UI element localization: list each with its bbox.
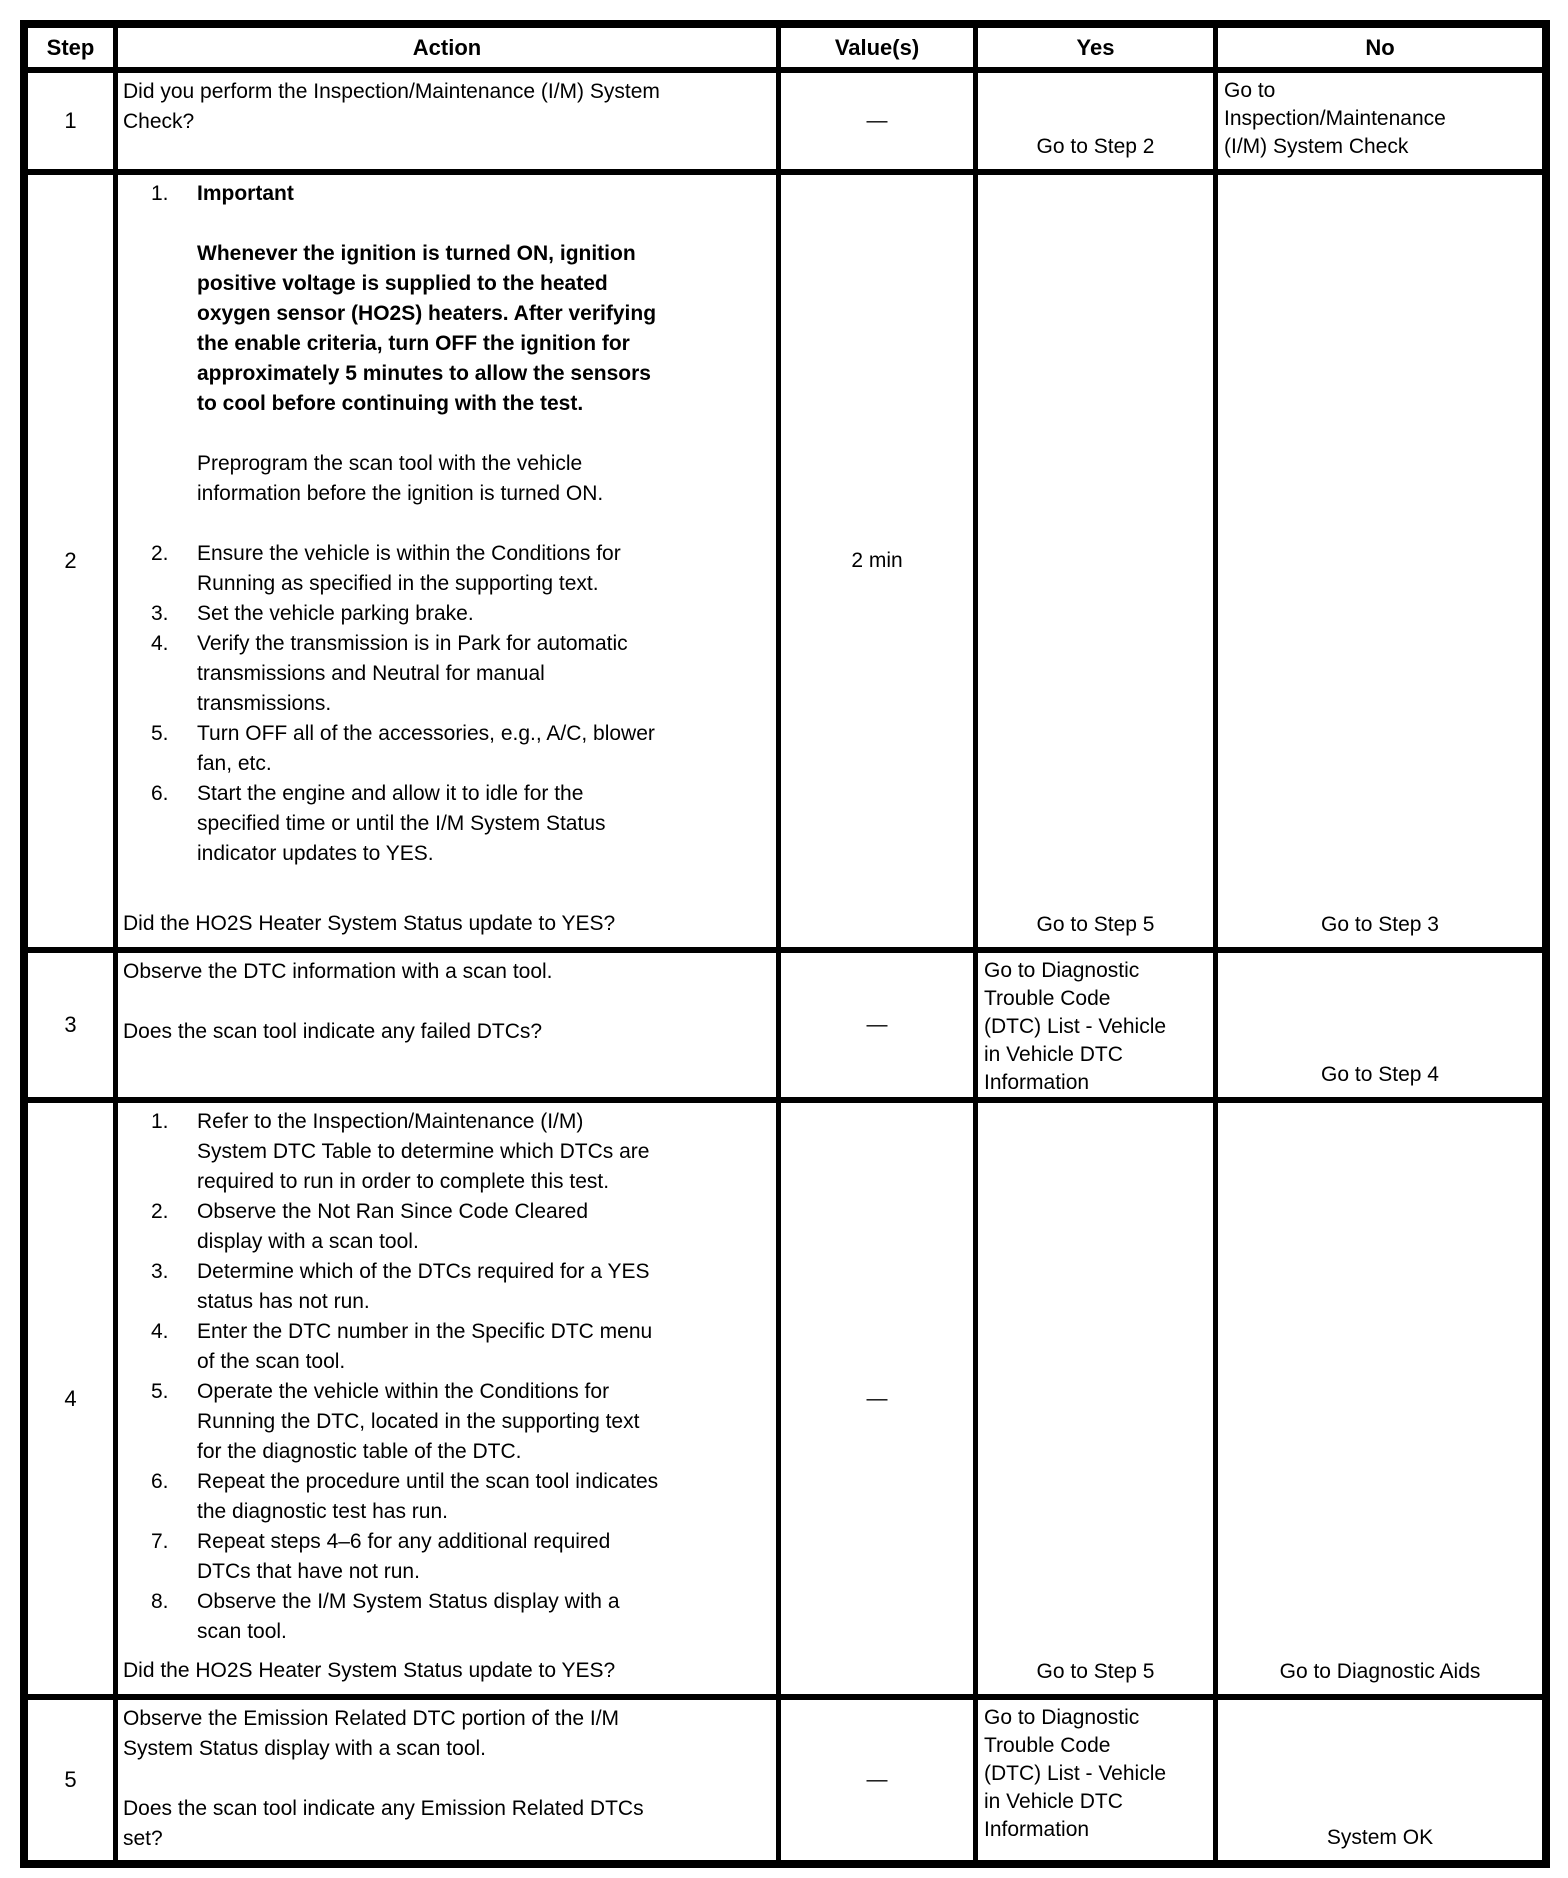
list-item-body (197, 1317, 774, 1377)
list-item-body (197, 539, 774, 599)
list-item (123, 1317, 774, 1377)
no-cell: Go to Diagnostic Aids (1279, 1660, 1481, 1683)
column-header-action: Action (118, 28, 781, 67)
list-item-body (197, 1527, 774, 1587)
list-item-number: 3. (151, 602, 169, 625)
action-cell (118, 1103, 781, 1694)
action-paragraph: Preprogram the scan tool with the vehicle information before the ignition is turned ON. (197, 452, 604, 505)
value-cell: 2 min (781, 175, 978, 947)
action-paragraph: Observe the I/M System Status display with a scan tool. (197, 1590, 620, 1643)
list-item-body (197, 1587, 774, 1647)
table-row (28, 1103, 1542, 1700)
action-paragraph: Determine which of the DTCs required for a YES status has not run. (197, 1260, 650, 1313)
list-item (123, 179, 774, 509)
list-item-number: 5. (151, 722, 169, 745)
list-item-body (197, 1197, 774, 1257)
list-item-number: 8. (151, 1590, 169, 1613)
list-item-number: 6. (151, 1470, 169, 1493)
action-paragraph: Enter the DTC number in the Specific DTC menu of the scan tool. (197, 1320, 653, 1373)
question-text: Did the HO2S Heater System Status update to YES? (123, 912, 616, 935)
list-item (123, 779, 774, 869)
step-cell: 3 (28, 953, 118, 1097)
step-cell: 2 (28, 175, 118, 947)
action-paragraph: Does the scan tool indicate any failed DTCs? (123, 1020, 543, 1043)
action-paragraph: Whenever the ignition is turned ON, ignition positive voltage is supplied to the heated oxygen sensor (HO2S) heaters. After verifying the enable criteria, turn OFF the ignition for approximately 5 minutes to allow the sensors to cool before continuing with the test. (197, 242, 657, 415)
yes-cell: Go to Diagnostic Trouble Code (DTC) List - Vehicle in Vehicle DTC Information (978, 1700, 1218, 1860)
list-item (123, 1197, 774, 1257)
action-cell (118, 953, 781, 1097)
table-row (28, 73, 1542, 175)
action-cell (118, 73, 781, 169)
list-item-body (197, 719, 774, 779)
no-cell: Go to Step 3 (1321, 913, 1439, 936)
table-row (28, 1700, 1542, 1860)
list-item (123, 1527, 774, 1587)
list-item (123, 1257, 774, 1317)
column-header-step: Step (28, 28, 118, 67)
yes-cell: Go to Step 5 (978, 175, 1218, 947)
list-item-number: 1. (151, 182, 169, 205)
column-header-values: Value(s) (781, 28, 978, 67)
action-paragraph: Observe the DTC information with a scan tool. (123, 960, 553, 983)
action-paragraph: Set the vehicle parking brake. (197, 602, 474, 625)
step-cell: 5 (28, 1700, 118, 1860)
question-text: Did the HO2S Heater System Status update to YES? (123, 1659, 616, 1682)
table-body (28, 73, 1542, 1860)
list-item-number: 6. (151, 782, 169, 805)
list-item (123, 629, 774, 719)
list-item (123, 539, 774, 599)
no-cell: Go to Step 4 (1321, 1063, 1439, 1086)
list-item-number: 1. (151, 1110, 169, 1133)
yes-cell: Go to Step 5 (978, 1103, 1218, 1694)
table-row (28, 953, 1542, 1103)
table-row (28, 175, 1542, 953)
action-paragraph: Ensure the vehicle is within the Conditions for Running as specified in the supporting text. (197, 542, 621, 595)
action-paragraph: Observe the Not Ran Since Code Cleared display with a scan tool. (197, 1200, 589, 1253)
action-paragraph: Turn OFF all of the accessories, e.g., A/C, blower fan, etc. (197, 722, 655, 775)
list-item-body (197, 1467, 774, 1527)
diagnostic-table (20, 20, 1550, 1868)
table-header-row (28, 28, 1542, 73)
action-paragraph: Important (197, 182, 294, 205)
value-cell: — (781, 1103, 978, 1694)
yes-cell: Go to Diagnostic Trouble Code (DTC) List - Vehicle in Vehicle DTC Information (978, 953, 1218, 1097)
list-item-body (197, 179, 774, 509)
list-item-number: 3. (151, 1260, 169, 1283)
list-item-body (197, 1377, 774, 1467)
action-paragraph: Did you perform the Inspection/Maintenance (I/M) System Check? (123, 80, 660, 133)
spacer (123, 1647, 774, 1656)
step-cell: 1 (28, 73, 118, 169)
action-cell (118, 175, 781, 947)
list-item-number: 4. (151, 632, 169, 655)
list-item (123, 719, 774, 779)
list-item-number: 2. (151, 1200, 169, 1223)
list-item-body (197, 1107, 774, 1197)
spacer (123, 869, 774, 909)
value-cell: — (781, 73, 978, 169)
no-cell: Go to Inspection/Maintenance (I/M) System Check (1224, 79, 1446, 158)
action-paragraph: Operate the vehicle within the Conditions for Running the DTC, located in the supporting text for the diagnostic table of the DTC. (197, 1380, 640, 1463)
value-cell: — (781, 1700, 978, 1860)
list-item-body (197, 599, 774, 629)
action-cell (118, 1700, 781, 1860)
step-cell: 4 (28, 1103, 118, 1694)
action-paragraph: Does the scan tool indicate any Emission Related DTCs set? (123, 1797, 644, 1850)
action-paragraph: Repeat steps 4–6 for any additional required DTCs that have not run. (197, 1530, 611, 1583)
yes-cell: Go to Step 2 (978, 73, 1218, 169)
list-item-body (197, 629, 774, 719)
list-item (123, 1467, 774, 1527)
column-header-no: No (1365, 34, 1395, 60)
list-item (123, 1587, 774, 1647)
list-item-number: 2. (151, 542, 169, 565)
no-cell: System OK (1326, 1826, 1434, 1849)
value-cell: — (781, 953, 978, 1097)
list-item-body (197, 779, 774, 869)
action-paragraph: Refer to the Inspection/Maintenance (I/M) System DTC Table to determine which DTCs are required to run in order to complete this test. (197, 1110, 650, 1193)
list-item (123, 1107, 774, 1197)
action-paragraph: Verify the transmission is in Park for automatic transmissions and Neutral for manual transmissions. (197, 632, 628, 715)
list-item (123, 1377, 774, 1467)
list-item-number: 5. (151, 1380, 169, 1403)
action-paragraph: Observe the Emission Related DTC portion of the I/M System Status display with a scan tool. (123, 1707, 620, 1760)
list-item (123, 599, 774, 629)
action-paragraph: Repeat the procedure until the scan tool indicates the diagnostic test has run. (197, 1470, 659, 1523)
list-item-body (197, 1257, 774, 1317)
list-item-number: 4. (151, 1320, 169, 1343)
column-header-yes: Yes (978, 28, 1218, 67)
action-paragraph: Start the engine and allow it to idle for the specified time or until the I/M System Status indicator updates to YES. (197, 782, 606, 865)
list-item-number: 7. (151, 1530, 169, 1553)
